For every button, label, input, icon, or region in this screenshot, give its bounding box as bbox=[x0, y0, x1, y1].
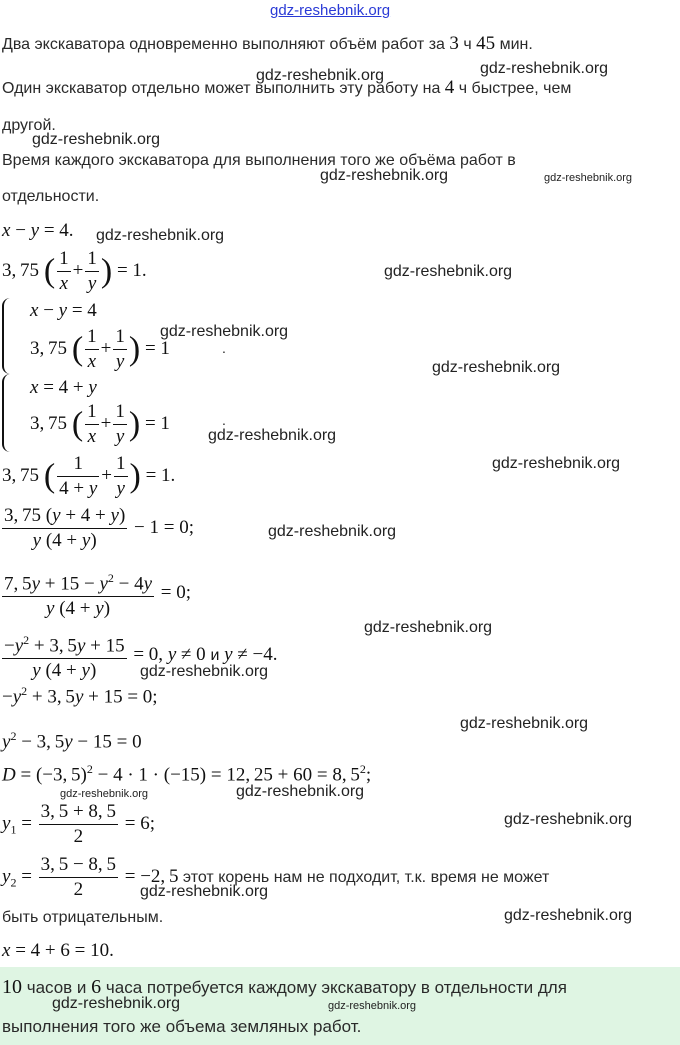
equation-quadratic: $y^2 - 3$, 5y − 15 = 0 bbox=[2, 729, 142, 753]
dot-mark: . bbox=[222, 340, 226, 356]
hours-value: 3 bbox=[449, 33, 459, 54]
watermark: gdz-reshebnik.org bbox=[256, 67, 385, 84]
root-rejection-note: этот корень нам не подходит, т.к. время не может bbox=[178, 868, 550, 886]
watermark: gdz-reshebnik.org bbox=[208, 427, 337, 444]
system-brace bbox=[2, 374, 14, 452]
problem-text: ч быстрее, чем bbox=[454, 80, 572, 97]
equation-quadratic-neg: $-y^2 + 3$, 5y + 15 = 0; bbox=[2, 684, 158, 708]
minutes-value: 45 bbox=[476, 33, 496, 54]
watermark: gdz-reshebnik.org bbox=[52, 995, 181, 1012]
watermark: gdz-reshebnik.org bbox=[384, 263, 513, 280]
dot-mark: . bbox=[222, 412, 226, 428]
system2-eq2: 3, 75 ( $\frac{1}{x}$ + $\frac{1}{y}$ ) = 1 bbox=[30, 401, 170, 447]
watermark: gdz-reshebnik.org bbox=[160, 323, 289, 340]
problem-text: Два экскаватора одновременно выполняют объём работ за bbox=[2, 36, 450, 53]
watermark: gdz-reshebnik.org bbox=[480, 60, 609, 77]
equation-root-1: $y_1$ = $\frac{3, 5 + 8, 5}{2}$ = 6; bbox=[2, 801, 155, 847]
system2-eq1: x = 4 + y bbox=[30, 377, 97, 398]
system-brace bbox=[2, 298, 14, 374]
watermark: gdz-reshebnik.org bbox=[364, 619, 493, 636]
answer-hours-2: 6 bbox=[91, 976, 102, 998]
equation-x-minus-y: x − y = 4. bbox=[2, 220, 74, 241]
watermark: gdz-reshebnik.org bbox=[268, 523, 397, 540]
watermark: gdz-reshebnik.org bbox=[236, 783, 365, 800]
root-rejection-note-2: быть отрицательным. bbox=[2, 909, 164, 926]
equation-expanded: $\frac{7, 5y + 15 - y^2 - 4y}{y (4 + y)}$ = 0; bbox=[2, 566, 191, 621]
watermark: gdz-reshebnik.org bbox=[492, 455, 621, 472]
watermark: gdz-reshebnik.org bbox=[60, 788, 149, 800]
system1-eq2: 3, 75 ( $\frac{1}{x}$ + $\frac{1}{y}$ ) = 1 bbox=[30, 326, 170, 372]
problem-line-3: другой. bbox=[2, 117, 56, 134]
watermark: gdz-reshebnik.org bbox=[320, 167, 449, 184]
problem-text: Один экскаватор отдельно может выполнить эту работу на bbox=[2, 80, 445, 97]
difference-value: 4 bbox=[444, 77, 455, 98]
watermark: gdz-reshebnik.org bbox=[432, 359, 561, 376]
watermark: gdz-reshebnik.org bbox=[328, 1000, 417, 1012]
watermark: gdz-reshebnik.org bbox=[32, 131, 161, 148]
and-word: и bbox=[210, 647, 220, 665]
equation-discriminant: D = (−3, 5)$^2$ − 4 · 1 · (−15) = 12, 25 + 60 = 8, $5^2$; bbox=[2, 762, 372, 786]
answer-text: часа потребуется каждому экскаватору в отдельности для bbox=[101, 978, 567, 997]
watermark: gdz-reshebnik.org bbox=[96, 227, 225, 244]
watermark: gdz-reshebnik.org bbox=[460, 715, 589, 732]
watermark: gdz-reshebnik.org bbox=[140, 883, 269, 900]
hours-unit: ч bbox=[458, 36, 477, 53]
question-line-2: отдельности. bbox=[2, 188, 100, 205]
watermark-top-link[interactable]: gdz-reshebnik.org bbox=[270, 2, 391, 19]
watermark: gdz-reshebnik.org bbox=[504, 811, 633, 828]
watermark: gdz-reshebnik.org bbox=[504, 907, 633, 924]
equation-common-denominator: $\frac{3, 75 (y + 4 + y)}{y (4 + y)}$ − 1 = 0; bbox=[4, 505, 194, 551]
equation-simplified: $\frac{-y^2 + 3, 5y + 15}{y (4 + y)}$ = 0, y ≠ 0 и y ≠ −4. bbox=[2, 628, 277, 683]
answer-line-2: выполнения того же объема земляных работ. bbox=[2, 1017, 362, 1036]
answer-text: часов и bbox=[22, 978, 92, 997]
watermark: gdz-reshebnik.org bbox=[140, 663, 269, 680]
equation-work-rate: 3, 75 ( $\frac{1}{x}$ + $\frac{1}{y}$ ) = 1. bbox=[2, 248, 147, 294]
problem-line-1 bbox=[2, 34, 533, 55]
equation-x-value: x = 4 + 6 = 10. bbox=[2, 940, 114, 961]
equation-root-2: $y_2$ = $\frac{3, 5 - 8, 5}{2}$ = −2, 5 этот корень нам не подходит, т.к. время не может bbox=[2, 854, 550, 900]
question-line-1: Время каждого экскаватора для выполнения того же объёма работ в bbox=[2, 152, 516, 169]
equation-substituted: 3, 75 ( $\frac{1}{4 + y}$ + $\frac{1}{y}$ ) = 1. bbox=[2, 453, 176, 499]
system1-eq1: x − y = 4 bbox=[30, 300, 97, 321]
minutes-unit: мин. bbox=[495, 36, 533, 53]
watermark: gdz-reshebnik.org bbox=[544, 172, 633, 184]
answer-hours-1: 10 bbox=[2, 976, 22, 998]
